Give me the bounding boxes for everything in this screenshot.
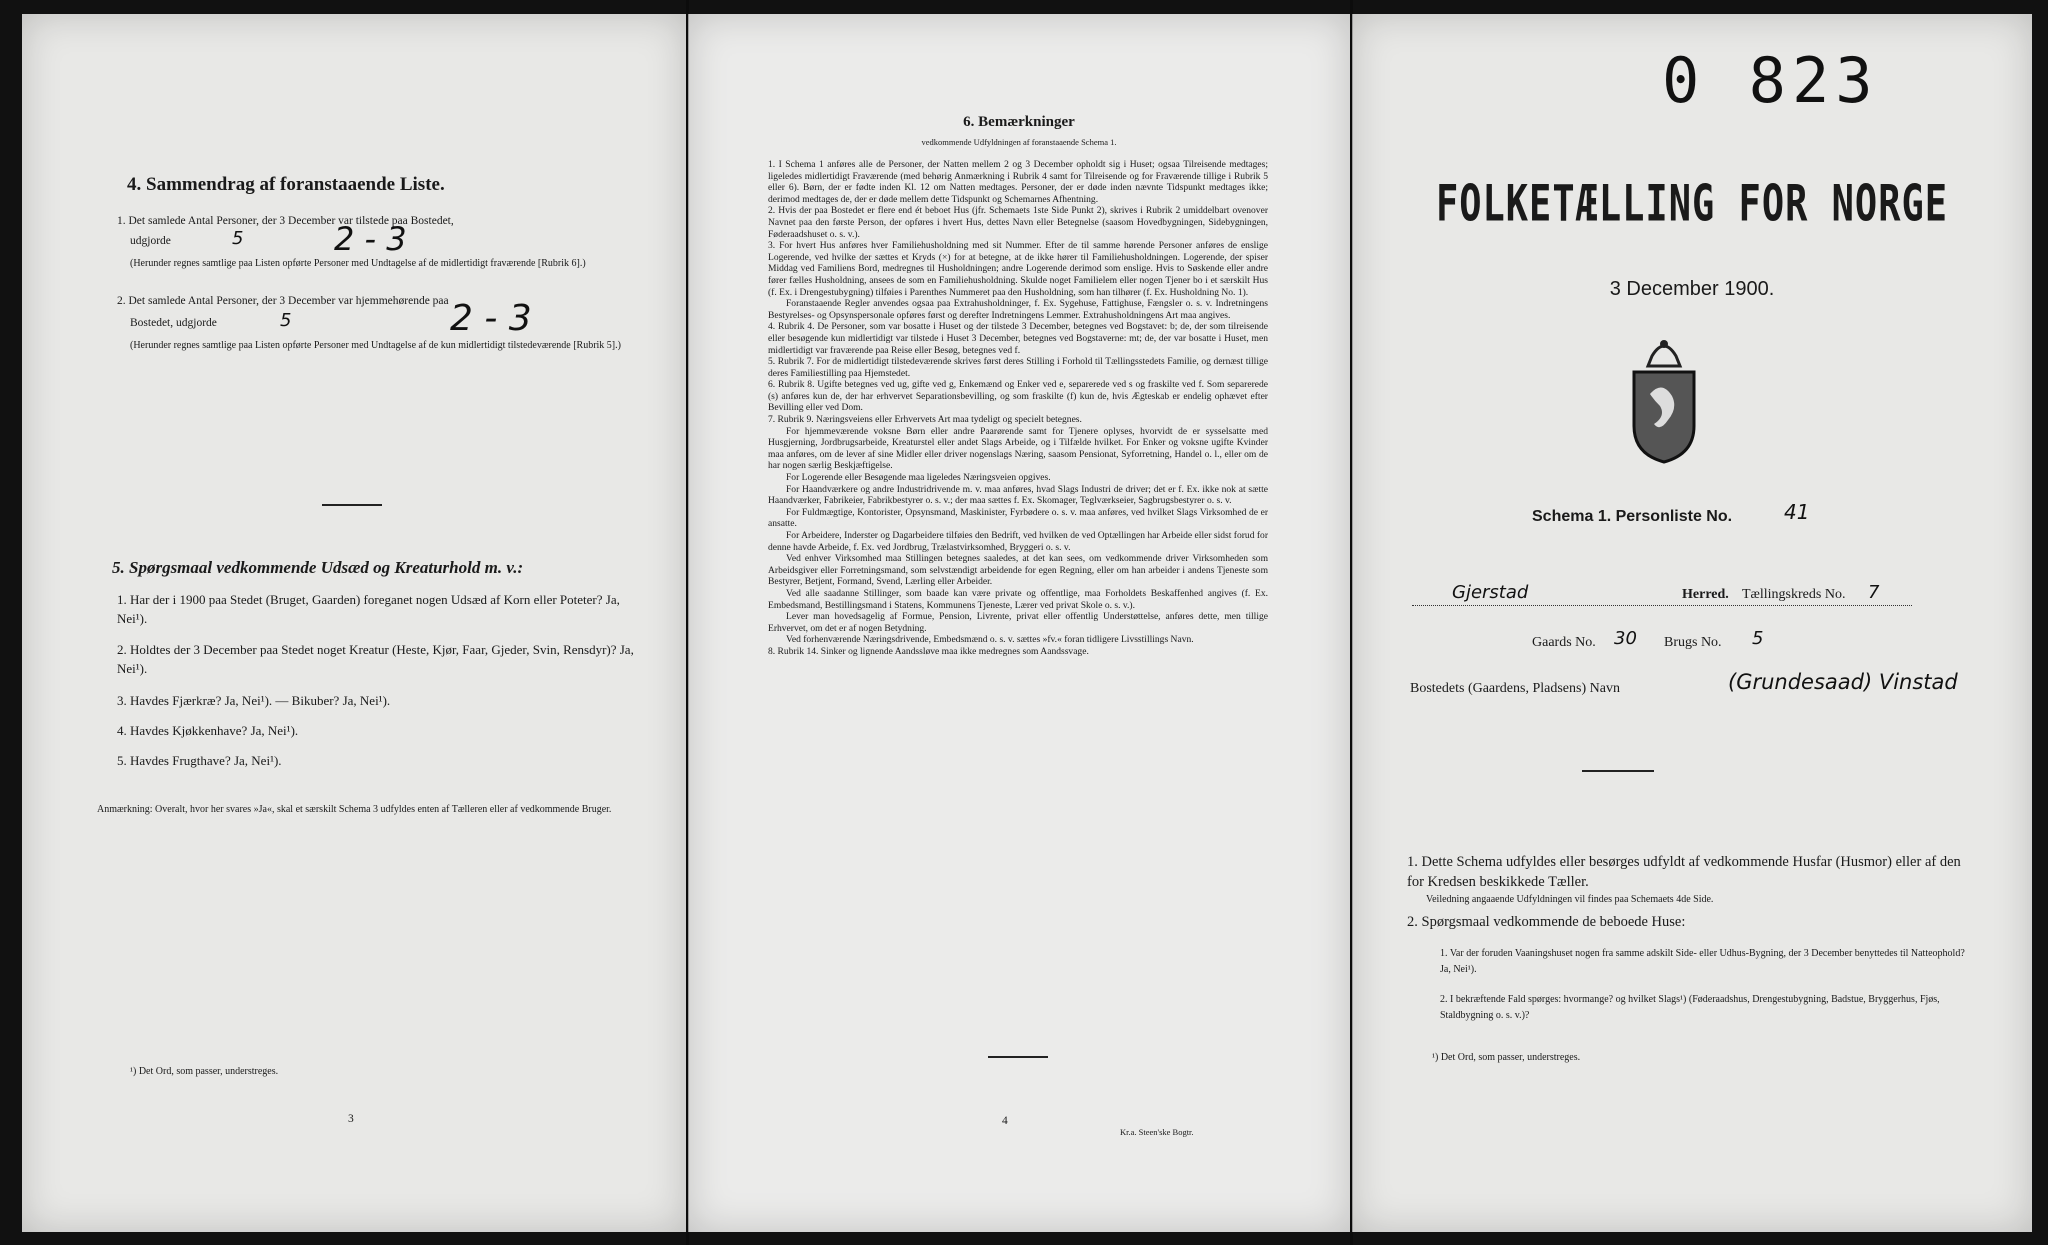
page-left	[22, 14, 686, 1232]
bosted-handwriting: (Grundesaad) Vinstad	[1728, 670, 1958, 694]
instruction-1-note: Veiledning angaaende Udfyldningen vil findes paa Schemaets 4de Side.	[1426, 894, 1714, 905]
s4-item2-note: (Herunder regnes samtlige paa Listen opførte Personer med Undtagelse af de kun midlertidigt tilstedeværende [Rubrik 5].)	[130, 340, 621, 351]
coat-of-arms-icon	[1614, 336, 1714, 466]
footnote: ¹) Det Ord, som passer, understreges.	[1432, 1052, 1581, 1063]
census-date: 3 December 1900.	[1609, 278, 1775, 300]
divider	[988, 1056, 1048, 1058]
krets-handwriting: 7	[1868, 582, 1880, 603]
page-right	[1352, 14, 2032, 1232]
bemerkninger-title: 6. Bemærkninger	[963, 114, 1075, 130]
brugs-label: Brugs No.	[1664, 635, 1722, 650]
page-number: 4	[1002, 1115, 1008, 1127]
bosted-label: Bostedets (Gaardens, Pladsens) Navn	[1410, 681, 1620, 696]
paragraph: Lever man hovedsagelig af Formue, Pension, Livrente, privat eller offentlig Understøttelse, anføres dette, men tillige Erhvervet, om det er af nogen Betydning.	[768, 611, 1268, 634]
herred-handwriting: Gjerstad	[1452, 582, 1529, 603]
s4-item2-handwriting-small: 5	[280, 310, 292, 331]
paragraph: Ved alle saadanne Stillinger, som baade kan være private og offentlige, maa Forholdets Beskaffenhed angives (f. Ex. Embedsmand, Bestillingsmand i Statens, Kommunens Tjeneste, Lærer ved privat Skole o. s. v.).	[768, 587, 1268, 611]
s5-question-3: 3. Havdes Fjærkræ? Ja, Nei¹). — Bikuber? Ja, Nei¹).	[117, 693, 391, 708]
gaards-handwriting: 30	[1614, 628, 1637, 649]
bemerkninger-subtitle: vedkommende Udfyldningen af foranstaaende Schema 1.	[921, 137, 1117, 147]
paragraph: 7. Rubrik 9. Næringsveiens eller Erhvervets Art maa tydeligt og specielt betegnes.	[768, 414, 1082, 426]
instruction-1: 1. Dette Schema udfyldes eller besørges udfyldt af vedkommende Husfar (Husmor) eller af den for Kredsen beskikkede Tæller.	[1407, 854, 1961, 890]
paragraph: 2. Hvis der paa Bostedet er flere end ét beboet Hus (jfr. Schemaets 1ste Side Punkt 2), skrives i Rubrik 2 umiddelbart ovenover Navnet paa den første Person, der opføres i hvert Hus, dettes Navn eller Betegnelse (saasom Hovedbygningen, Sidebygningen, Føderaadshuset o. s. v.).	[768, 205, 1268, 240]
gaards-label: Gaards No.	[1532, 635, 1596, 650]
krets-label: Tællingskreds No.	[1742, 587, 1846, 602]
s4-item1-label: udgjorde	[130, 235, 171, 247]
printer-credit: Kr.a. Steen'ske Bogtr.	[1120, 1127, 1194, 1137]
paragraph: 5. Rubrik 7. For de midlertidigt tilstedeværende skrives først deres Stilling i Forhold til Tællingsstedets Familie, og dernæst tillige deres Familiestilling paa Hjemstedet.	[768, 356, 1268, 379]
paragraph: For Arbeidere, Inderster og Dagarbeidere tilføies den Bedrift, ved hvilken de ved Optællingen har Arbeide eller sidst forud for denne havde Arbeide, f. Ex. ved Jordbrug, Trælastvirksomhed, Bryggeri o. s. v.	[768, 530, 1268, 553]
paragraph: 1. I Schema 1 anføres alle de Personer, der Natten mellem 2 og 3 December opholdt sig i Huset; ogsaa Tilreisende medtages; ligeledes midlertidigt Fraværende (med behørig Anmærkning i Rubrik 4 samt for Tilreisende og for Fraværende tillige i Rubrik 5 eller 6). Børn, der er fødte inden Kl. 12 om Natten medtages. Personer, der er døde inden nævnte Tidspunkt medtages ikke; derimod medtages de, der er døde mellem dette Tidspunkt og Schemarnes Afhentning.	[768, 159, 1268, 205]
s5-question-2: 2. Holdtes der 3 December paa Stedet noget Kreatur (Heste, Kjør, Faar, Gjeder, Svin, Rensdyr)? Ja, Nei¹).	[117, 642, 634, 676]
footnote: ¹) Det Ord, som passer, understreges.	[130, 1066, 279, 1077]
section-5-title: 5. Spørgsmaal vedkommende Udsæd og Kreaturhold m. v.:	[112, 558, 524, 577]
paragraph: Ved forhenværende Næringsdrivende, Embedsmænd o. s. v. sættes »fv.« foran tidligere Livsstillings Navn.	[786, 634, 1194, 646]
page-fold	[686, 0, 689, 1245]
page-number: 3	[348, 1113, 354, 1125]
paragraph: Foranstaaende Regler anvendes ogsaa paa Extrahusholdninger, f. Ex. Sygehuse, Fattighuse, Fængsler o. s. v. Indretningens Bestyrelses- og Opsynspersonale opføres først og derefter Indretningens Lemmer. Extrahusholdningens Art maa angives.	[768, 298, 1268, 321]
s4-item2-handwriting: 2 - 3	[450, 298, 532, 339]
s5-question-1: 1. Har der i 1900 paa Stedet (Bruget, Gaarden) foreganet nogen Udsæd af Korn eller Poteter? Ja, Nei¹).	[117, 592, 620, 626]
paragraph: For hjemmeværende voksne Børn eller andre Paarørende samt for Tjenere oplyses, hvorvidt de er sysselsatte med Husgjerning, Jordbrugsarbeide, Kreaturstel eller andet Slags Arbeide, og i Tilfælde hvilket. For Enker og voksne ugifte Kvinder maa anføres, om de lever af sine Midler eller driver nogenslags Næring, saasom Pensionat, Syforretning, Handel o. l., eller om de har nogen særlig Beskjæftigelse.	[768, 425, 1268, 472]
s4-item1-text: 1. Det samlede Antal Personer, der 3 December var tilstede paa Bostedet,	[117, 215, 454, 227]
schema-label: Schema 1. Personliste No.	[1532, 508, 1733, 525]
herred-label: Herred.	[1682, 587, 1729, 602]
paragraph: Ved enhver Virksomhed maa Stillingen betegnes saaledes, at det kan sees, om vedkommende driver Virksomheden som Arbeidsgiver eller Forretningsmand, som selvstændigt arbeidende for egen Regning, eller om han arbeider i andens Tjeneste som Bestyrer, Betjent, Formand, Svend, Lærling eller Arbeider.	[768, 553, 1268, 588]
instruction-2-question-1: 1. Var der foruden Vaaningshuset nogen fra samme adskilt Side- eller Udhus-Bygning, der 3 December benyttedes til Natteophold? Ja, Nei¹).	[1440, 948, 1965, 975]
s4-item1-handwriting-small: 5	[232, 228, 244, 249]
s4-item2-text: 2. Det samlede Antal Personer, der 3 December var hjemmehørende paa	[117, 295, 449, 307]
paragraph: For Fuldmægtige, Kontorister, Opsynsmand, Maskinister, Fyrbødere o. s. v. maa anføres, ved hvilket Slags Virksomhed de er ansatte.	[768, 506, 1268, 530]
section-4-title: 4. Sammendrag af foranstaaende Liste.	[127, 174, 445, 195]
page-middle	[688, 14, 1350, 1232]
paragraph: 4. Rubrik 4. De Personer, som var bosatte i Huset og der tilstede 3 December, betegnes ved Bogstavet: b; de, der som tilreisende eller besøgende kun midlertidigt var tilstede i Huset 3 December, betegnes ved Bogstaverne: mt; de, der var bosatte i Huset, men midlertidigt var fraværende paa Reise eller Besøg, betegnes ved f.	[768, 321, 1268, 356]
s4-item1-note: (Herunder regnes samtlige paa Listen opførte Personer med Undtagelse af de midlertidigt fraværende [Rubrik 6].)	[130, 258, 586, 269]
herred-line	[1412, 604, 1912, 606]
divider	[322, 504, 382, 506]
instruction-2-question-2: 2. I bekræftende Fald spørges: hvormange? og hvilket Slags¹) (Føderaadshus, Drengestubygning, Badstue, Bryggerhus, Fjøs, Staldbygning o. s. v.)?	[1440, 994, 1940, 1021]
s5-question-4: 4. Havdes Kjøkkenhave? Ja, Nei¹).	[117, 723, 299, 738]
paragraph: 6. Rubrik 8. Ugifte betegnes ved ug, gifte ved g, Enkemænd og Enker ved e, separerede ved s og fraskilte ved f. Som separerede (s) anføres kun de, der har erhvervet Separationsbevilling, og som fraskilte (f) kun de, hvis Ægteskab er endelig ophævet efter Bevilling eller ved Dom.	[768, 379, 1268, 414]
schema-number-handwriting: 41	[1784, 500, 1810, 524]
brugs-handwriting: 5	[1752, 628, 1764, 649]
divider	[1582, 770, 1654, 772]
s4-item1-handwriting: 2 - 3	[334, 220, 407, 258]
anmerkning: Anmærkning: Overalt, hvor her svares »Ja«, skal et særskilt Schema 3 udfyldes enten af Tælleren eller af vedkommende Bruger.	[97, 804, 612, 815]
paragraph: For Haandværkere og andre Industridrivende m. v. maa anføres, hvad Slags Industri de driver; det er f. Ex. ikke nok at sætte Haandværker, Fabrikeier, Fabrikbestyrer o. s. v.; der maa sættes f. Ex. Skomager, Teglværkseier, Sagbrugsbestyrer o. s. v.	[768, 483, 1268, 507]
s5-question-5: 5. Havdes Frugthave? Ja, Nei¹).	[117, 753, 282, 768]
paragraph: 8. Rubrik 14. Sinker og lignende Aandssløve maa ikke medregnes som Aandssvage.	[768, 645, 1089, 657]
instruction-2: 2. Spørgsmaal vedkommende de beboede Huse:	[1407, 914, 1686, 930]
archive-number: 0 823	[1662, 44, 1879, 117]
bemerkninger-body	[768, 159, 1268, 658]
census-title: FOLKETÆLLING FOR NORGE	[1435, 174, 1949, 233]
s4-item2-label: Bostedet, udgjorde	[130, 317, 217, 329]
paragraph: 3. For hvert Hus anføres hver Familiehusholdning med sit Nummer. Efter de til samme hørende Personer anføres de enslige Logerende, ved hvilke der sættes et Kryds (×) for at betegne, at de ikke hører til Familiehusholdningen. Logerende, der spiser Middag ved Familiens Bord, medregnes til Husholdningen; andre Logerende derimod som enslige. Hvis to Søskende eller andre fører fælles Husholdning, ansees de som en Familiehusholdning. Skulde noget Familielem eller nogen Tjener bo i et særskilt Hus (f. Ex. i Drengestubygning) tilføies i Parenthes Nummeret paa den Husholdning, som han tilhører (f. Ex. Husholdning No. 1).	[768, 240, 1268, 298]
page-fold	[1350, 0, 1353, 1245]
paragraph: For Logerende eller Besøgende maa ligeledes Næringsveien opgives.	[786, 472, 1051, 484]
